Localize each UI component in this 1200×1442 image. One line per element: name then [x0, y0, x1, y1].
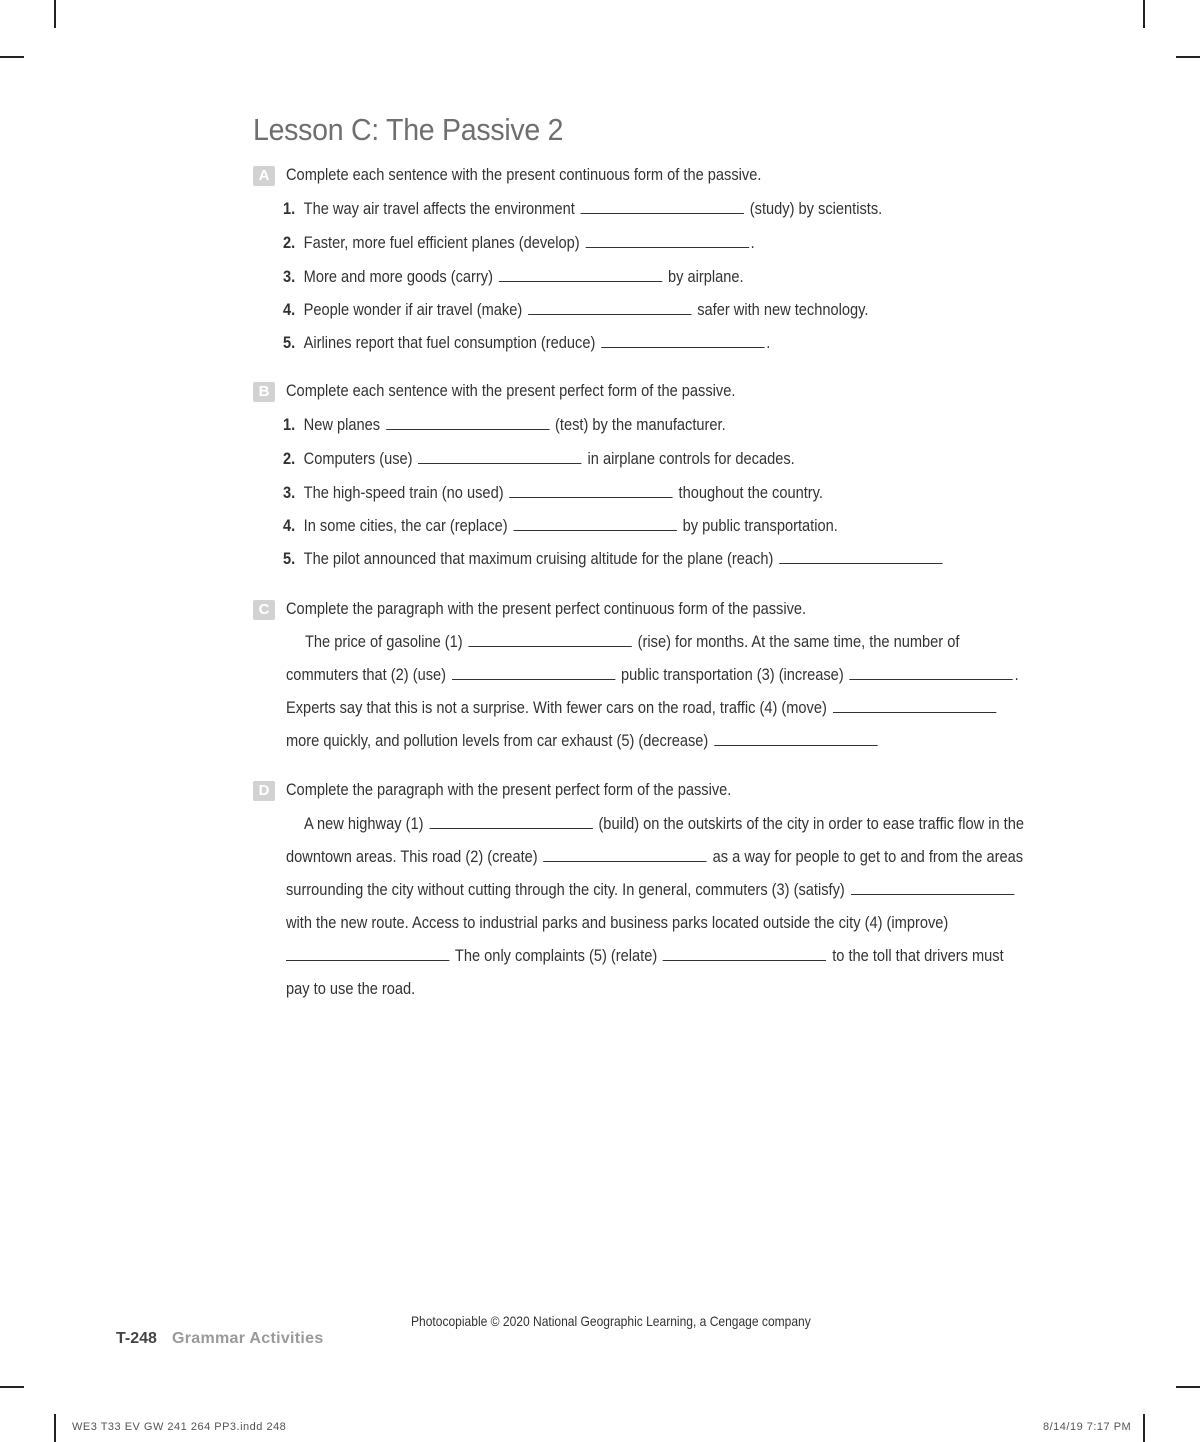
- paragraph-line: [305, 632, 959, 652]
- print-slug-file: WE3 T33 EV GW 241 264 PP3.indd 248: [72, 1421, 287, 1433]
- paragraph-text: The price of gasoline (1): [305, 632, 463, 651]
- paragraph-text: Experts say that this is not a surprise. With fewer cars on the road, traffic (4) (move): [286, 698, 827, 717]
- answer-blank[interactable]: [663, 946, 826, 961]
- section-badge: C: [253, 600, 275, 620]
- crop-mark: [54, 0, 56, 28]
- item-text: .: [750, 233, 755, 252]
- item-number: 2.: [283, 233, 296, 252]
- answer-blank[interactable]: [779, 549, 942, 564]
- exercise-item: [283, 449, 795, 469]
- answer-blank[interactable]: [851, 880, 1014, 895]
- item-text: by public transportation.: [682, 516, 838, 535]
- item-text: thoughout the country.: [678, 483, 823, 502]
- paragraph-text: commuters that (2) (use): [286, 665, 447, 684]
- section-instruction: Complete the paragraph with the present perfect form of the passive.: [286, 780, 732, 799]
- paragraph-text: public transportation (3) (increase): [621, 665, 844, 684]
- answer-blank[interactable]: [714, 731, 877, 746]
- item-number: 5.: [283, 333, 296, 352]
- item-text: Faster, more fuel efficient planes (develop): [303, 233, 580, 252]
- exercise-item: [283, 300, 868, 320]
- item-text: New planes: [303, 415, 381, 434]
- page-title: Lesson C: The Passive 2: [253, 112, 564, 147]
- crop-mark: [1143, 0, 1145, 28]
- item-number: 4.: [283, 516, 296, 535]
- paragraph-line: [286, 665, 1019, 685]
- item-text: The pilot announced that maximum cruising altitude for the plane (reach): [303, 549, 774, 568]
- paragraph-line: [286, 847, 1023, 867]
- answer-blank[interactable]: [581, 199, 744, 214]
- copyright-notice: Photocopiable © 2020 National Geographic Learning, a Cengage company: [411, 1313, 811, 1329]
- answer-blank[interactable]: [543, 847, 706, 862]
- section-badge: D: [253, 781, 275, 801]
- paragraph-line: [286, 880, 1016, 900]
- paragraph-text: (build) on the outskirts of the city in order to ease traffic flow in the: [598, 814, 1024, 833]
- item-number: 3.: [283, 267, 296, 286]
- paragraph-line: [286, 913, 948, 933]
- print-slug-date: 8/14/19 7:17 PM: [1043, 1421, 1132, 1433]
- item-number: 3.: [283, 483, 296, 502]
- answer-blank[interactable]: [418, 449, 581, 464]
- paragraph-text: .: [1014, 665, 1019, 684]
- item-text: In some cities, the car (replace): [303, 516, 508, 535]
- answer-blank[interactable]: [452, 665, 615, 680]
- answer-blank[interactable]: [468, 632, 631, 647]
- crop-mark: [1176, 1386, 1200, 1388]
- paragraph-text: with the new route. Access to industrial parks and business parks located outside the city (4) (improve): [286, 913, 949, 932]
- item-text: by airplane.: [667, 267, 744, 286]
- item-text: The high-speed train (no used): [303, 483, 504, 502]
- running-footer-title: Grammar Activities: [172, 1330, 324, 1347]
- crop-mark: [0, 1386, 24, 1388]
- answer-blank[interactable]: [429, 814, 592, 829]
- item-text: safer with new technology.: [697, 300, 869, 319]
- exercise-item: [283, 199, 882, 219]
- crop-mark: [0, 56, 24, 58]
- answer-blank[interactable]: [849, 665, 1012, 680]
- paragraph-line: [286, 979, 415, 999]
- exercise-item: [283, 333, 770, 353]
- page-number: T-248: [116, 1330, 157, 1347]
- item-text: Computers (use): [303, 449, 413, 468]
- item-number: 1.: [283, 415, 296, 434]
- item-text: The way air travel affects the environment: [303, 199, 575, 218]
- item-number: 4.: [283, 300, 296, 319]
- exercise-item: [283, 549, 944, 569]
- item-text: .: [766, 333, 771, 352]
- item-text: (study) by scientists.: [749, 199, 883, 218]
- item-text: (test) by the manufacturer.: [555, 415, 726, 434]
- answer-blank[interactable]: [386, 415, 549, 430]
- paragraph-text: (rise) for months. At the same time, the number of: [637, 632, 960, 651]
- exercise-item: [283, 415, 726, 435]
- paragraph-line: [286, 731, 879, 751]
- answer-blank[interactable]: [528, 300, 691, 315]
- crop-mark: [54, 1414, 56, 1442]
- paragraph-text: downtown areas. This road (2) (create): [286, 847, 538, 866]
- answer-blank[interactable]: [286, 946, 449, 961]
- section-instruction: Complete the paragraph with the present perfect continuous form of the passive.: [286, 599, 807, 618]
- answer-blank[interactable]: [833, 698, 996, 713]
- paragraph-text: as a way for people to get to and from the areas: [712, 847, 1024, 866]
- answer-blank[interactable]: [601, 333, 764, 348]
- paragraph-text: A new highway (1): [304, 814, 424, 833]
- item-text: People wonder if air travel (make): [303, 300, 523, 319]
- paragraph-text: more quickly, and pollution levels from car exhaust (5) (decrease): [286, 731, 709, 750]
- crop-mark: [1143, 1414, 1145, 1442]
- section-instruction: Complete each sentence with the present perfect form of the passive.: [286, 381, 736, 400]
- section-badge: B: [253, 382, 275, 402]
- item-text: in airplane controls for decades.: [587, 449, 795, 468]
- section-instruction: Complete each sentence with the present continuous form of the passive.: [286, 165, 762, 184]
- item-number: 1.: [283, 199, 296, 218]
- exercise-item: [283, 483, 823, 503]
- exercise-item: [283, 267, 744, 287]
- exercise-item: [283, 516, 838, 536]
- answer-blank[interactable]: [585, 233, 748, 248]
- paragraph-text: The only complaints (5) (relate): [454, 946, 658, 965]
- paragraph-line: [286, 698, 998, 718]
- crop-mark: [1176, 56, 1200, 58]
- exercise-item: [283, 233, 755, 253]
- answer-blank[interactable]: [513, 516, 676, 531]
- section-badge: A: [253, 166, 275, 186]
- item-text: Airlines report that fuel consumption (reduce): [303, 333, 596, 352]
- paragraph-text: pay to use the road.: [286, 979, 416, 998]
- paragraph-text: to the toll that drivers must: [832, 946, 1004, 965]
- item-number: 2.: [283, 449, 296, 468]
- answer-blank[interactable]: [509, 483, 672, 498]
- paragraph-line: [286, 946, 1004, 966]
- item-number: 5.: [283, 549, 296, 568]
- paragraph-text: surrounding the city without cutting through the city. In general, commuters (3) (satisfy): [286, 880, 845, 899]
- paragraph-line: [304, 814, 1024, 834]
- item-text: More and more goods (carry): [303, 267, 493, 286]
- answer-blank[interactable]: [499, 267, 662, 282]
